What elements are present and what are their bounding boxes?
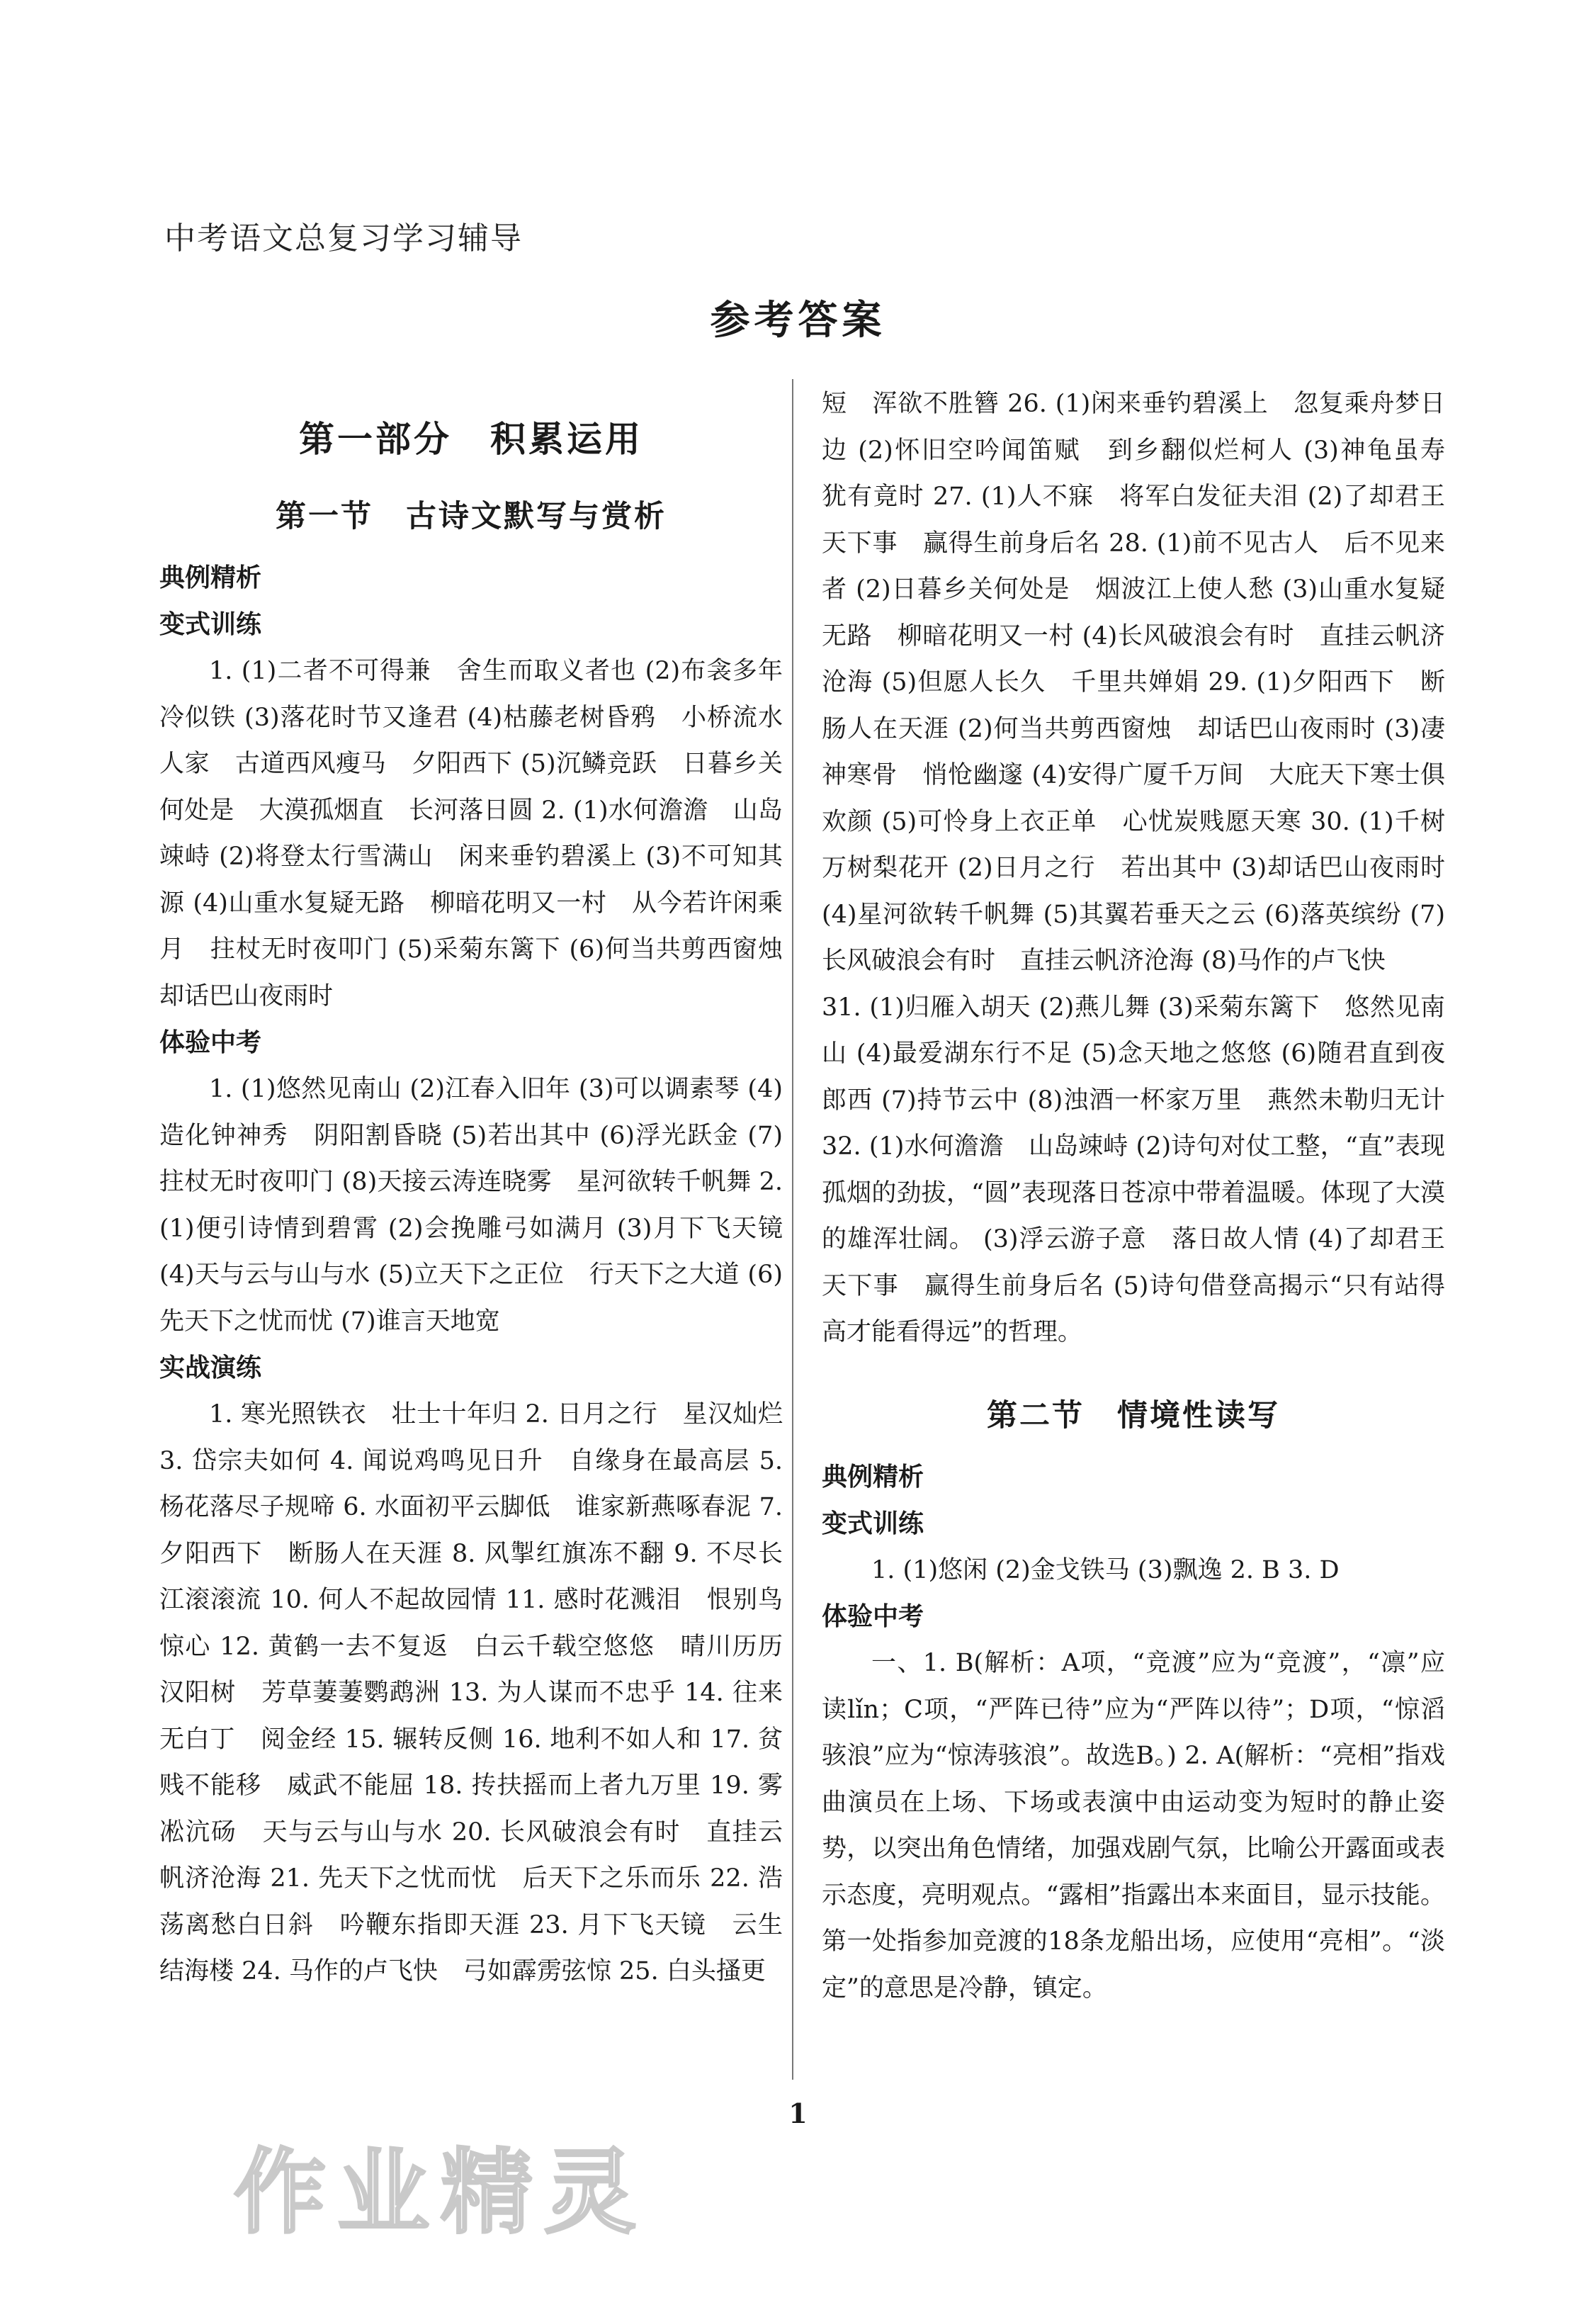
answers-shizhan: 1. 寒光照铁衣 壮士十年归 2. 日月之行 星汉灿烂 3. 岱宗夫如何 4. 闻说鸡鸣见日升 自缘身在最高层 5. 杨花落尽子规啼 6. 水面初平云脚低 谁家新燕啄春泥 7. 夕阳西下 断肠人在天涯 8. 风掣红旗冻不翻 9. 不尽长江滚滚流 10. 何人不起故园情 11. 感时花溅泪 恨别鸟惊心 12. 黄鹤一去不复返 白云千载空悠悠 晴川历历汉阳树 芳草萋萋鹦鹉洲 13. 为人谋而不忠乎 14. 往来无白丁 阅金经 15. 辗转反侧 16. 地利不如人和 17. 贫贱不能移 威武不能屈 18. 抟扶摇而上者九万里 19. 雾凇沆砀 天与云与山与水 20. 长风破浪会有时 直挂云帆济沧海 21. 先天下之忧而忧 后天下之乐而乐 22. 浩荡离愁白日斜 吟鞭东指即天涯 23. 月下飞天镜 云生结海楼 24. 马作的卢飞快 弓如霹雳弦惊 25. 白头搔更 xyxy=(159,1400,783,1985)
section-title-1: 第一节 古诗文默写与赏析 xyxy=(276,499,667,534)
answers-tiyan: 1. (1)悠然见南山 (2)江春入旧年 (3)可以调素琴 (4)造化钟神秀 阴阳割昏晓 (5)若出其中 (6)浮光跃金 (7)拄杖无时夜叩门 (8)天接云涛连晓雾 星河欲转千帆舞 2. (1)便引诗情到碧霄 (2)会挽雕弓如满月 (3)月下飞天镜 (4)天与云与山与水 (5)立天下之正位 行天下之大道 (6)先天下之忧而忧 (7)谁言天地宽 xyxy=(159,1075,783,1336)
heading-shizhan: 实战演练 xyxy=(159,1353,262,1382)
answers-31-32: 31. (1)归雁入胡天 (2)燕儿舞 (3)采菊东篱下 悠然见南山 (4)最爱湖东行不足 (5)念天地之悠悠 (6)随君直到夜郎西 (7)持节云中 (8)浊酒一杯家万里 燕然未勒归无计 32. (1)水何澹澹 山岛竦峙 (2)诗句对仗工整，“直”表现孤烟的劲拔，“圆”表现落日苍凉中带着温暖。体现了大漠的雄浑壮阔。 (3)浮云游子意 落日故人情 (4)了却君王天下事 赢得生前身后名 (5)诗句借登高揭示“只有站得高才能看得远”的哲理。 xyxy=(822,993,1445,1346)
heading-dianli: 典例精析 xyxy=(159,563,262,592)
heading-bianshi-2: 变式训练 xyxy=(822,1509,924,1538)
heading-dianli-2: 典例精析 xyxy=(822,1462,924,1492)
part-title: 第一部分 积累运用 xyxy=(299,418,643,460)
left-column xyxy=(159,386,808,1995)
heading-tiyan: 体验中考 xyxy=(159,1028,262,1057)
answers-continued: 短 浑欲不胜簪 26. (1)闲来垂钓碧溪上 忽复乘舟梦日边 (2)怀旧空吟闻笛赋 到乡翻似烂柯人 (3)神龟虽寿 犹有竟时 27. (1)人不寐 将军白发征夫泪 (2)了却君王天下事 赢得生前身后名 28. (1)前不见古人 后不见来者 (2)日暮乡关何处是 烟波江上使人愁 (3)山重水复疑无路 柳暗花明又一村 (4)长风破浪会有时 直挂云帆济沧海 (5)但愿人长久 千里共婵娟 29. (1)夕阳西下 断肠人在天涯 (2)何当共剪西窗烛 却话巴山夜雨时 (3)凄神寒骨 悄怆幽邃 (4)安得广厦千万间 大庇天下寒士俱欢颜 (5)可怜身上衣正单 心忧炭贱愿天寒 30. (1)千树万树梨花开 (2)日月之行 若出其中 (3)却话巴山夜雨时 (4)星河欲转千帆舞 (5)其翼若垂天之云 (6)落英缤纷 (7)长风破浪会有时 直挂云帆济沧海 (8)马作的卢飞快 xyxy=(822,390,1471,975)
heading-tiyan-2: 体验中考 xyxy=(822,1602,924,1631)
answers-bianshi: 1. (1)二者不可得兼 舍生而取义者也 (2)布衾多年冷似铁 (3)落花时节又逢君 (4)枯藤老树昏鸦 小桥流水人家 古道西风瘦马 夕阳西下 (5)沉鳞竞跃 日暮乡关何处是 大漠孤烟直 长河落日圆 2. (1)水何澹澹 山岛竦峙 (2)将登太行雪满山 闲来垂钓碧溪上 (3)不可知其源 (4)山重水复疑无路 柳暗花明又一村 从今若许闲乘月 拄杖无时夜叩门 (5)采菊东篱下 (6)何当共剪西窗烛 却话巴山夜雨时 xyxy=(159,657,808,1010)
right-column xyxy=(822,381,1471,2012)
watermark-logo: 作业精灵 xyxy=(234,2139,648,2246)
section-title-2: 第二节 情境性读写 xyxy=(987,1397,1280,1433)
page-number: 1 xyxy=(788,2097,808,2129)
heading-bianshi: 变式训练 xyxy=(159,610,262,639)
document-title: 参考答案 xyxy=(710,297,886,344)
column-divider xyxy=(792,379,793,2080)
answers-bianshi-2: 1. (1)悠闲 (2)金戈铁马 (3)飘逸 2. B 3. D xyxy=(871,1555,1340,1584)
answers-tiyan-2: 一、1. B(解析：A项，“竞渡”应为“竞渡”，“凛”应读lǐn；C项，“严阵已待”应为“严阵以待”；D项，“惊滔骇浪”应为“惊涛骇浪”。故选B。) 2. A(解析：“亮相”指戏曲演员在上场、下场或表演中由运动变为短时的静止姿势，以突出角色情绪，加强戏剧气氛，比喻公开露面或表示态度，亮明观点。“露相”指露出本来面目，显示技能。第一处指参加竞渡的18条龙船出场，应使用“亮相”。“淡定”的意思是冷静，镇定。 xyxy=(822,1649,1445,2002)
running-header: 中考语文总复习学习辅导 xyxy=(164,220,523,257)
